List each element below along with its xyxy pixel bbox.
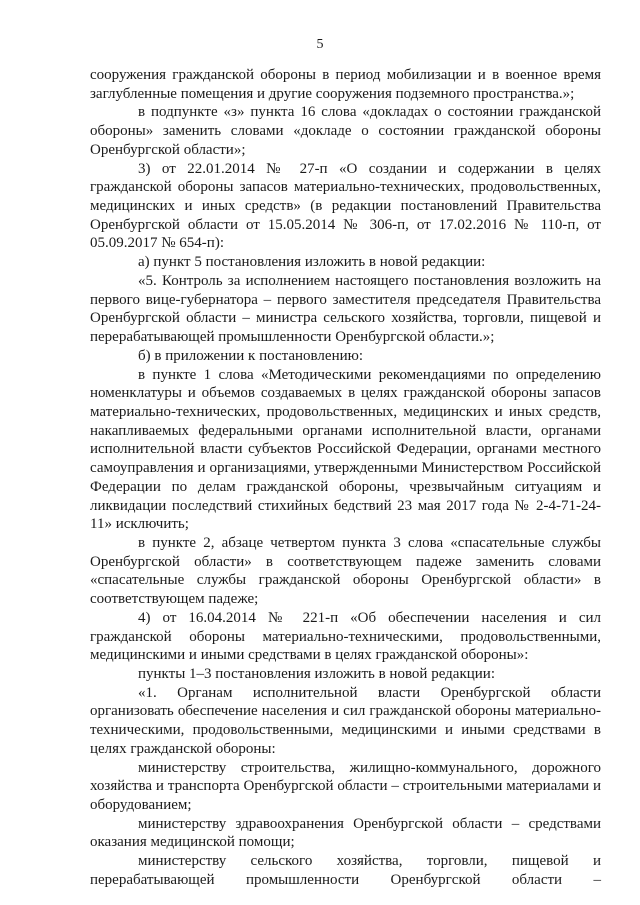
paragraph: «5. Контроль за исполнением настоящего постановления возложить на первого вице-губернатора – первого заместителя председателя Правительства Оренбургской области – министра сельского хозяйства, торговли, пищевой и перерабатывающей промышленности Оренбургской области.»; bbox=[90, 272, 601, 346]
paragraph: 3) от 22.01.2014 № 27-п «О создании и содержании в целях гражданской обороны запасов материально-технических, продовольственных, медицинских и иных средств» (в редакции постановлений Правительства Оренбургской области от 15.05.2014 № 306-п, от 17.02.2016 № 110-п, от 05.09.2017 № 654-п): bbox=[90, 160, 601, 252]
paragraph: в пункте 1 слова «Методическими рекомендациями по определению номенклатуры и объемов создаваемых в целях гражданской обороны запасов материально-технических, продовольственных, медицинских и иных средств, накапливаемых федеральными органами исполнительной власти, органами исполнительной власти субъектов Российской Федерации, органами местного самоуправления и организациями, утвержденными Министерством Российской Федерации по делам гражданской обороны, чрезвычайным ситуациям и ликвидации последствий стихийных бедствий 23 мая 2017 года № 2-4-71-24-11» исключить; bbox=[90, 366, 601, 533]
page-number: 5 bbox=[316, 37, 324, 52]
paragraph: б) в приложении к постановлению: bbox=[138, 347, 364, 364]
paragraph: в пункте 2, абзаце четвертом пункта 3 слова «спасательные службы Оренбургской области» в соответствующем падеже заменить словами «спасательные службы гражданской обороны Оренбургской области» в соответствующем падеже; bbox=[90, 534, 601, 608]
paragraph: «1. Органам исполнительной власти Оренбургской области организовать обеспечение населения и сил гражданской обороны материально-техническими, продовольственными, медицинскими и иными средствами в целях гражданской обороны: bbox=[90, 684, 601, 757]
paragraph: министерству строительства, жилищно-коммунального, дорожного хозяйства и транспорта Оренбургской области – строительными материалами и оборудованием; bbox=[90, 759, 601, 814]
paragraph: пункты 1–3 постановления изложить в новой редакции: bbox=[138, 666, 495, 682]
paragraph: в подпункте «з» пункта 16 слова «докладах о состоянии гражданской обороны» заменить словами «докладе о состоянии гражданской обороны Оренбургской области»; bbox=[90, 104, 601, 158]
paragraph: министерству сельского хозяйства, торговли, пищевой и перерабатывающей промышленности Оренбургской области – bbox=[90, 853, 601, 888]
paragraph: министерству здравоохранения Оренбургской области – средствами оказания медицинской помощи; bbox=[90, 815, 601, 851]
paragraph: 4) от 16.04.2014 № 221-п «Об обеспечении населения и сил гражданской обороны материально-техническими, продовольственными, медицинскими и иными средствами в целях гражданской обороны»: bbox=[90, 609, 601, 664]
document-body bbox=[90, 66, 601, 890]
paragraph: а) пункт 5 постановления изложить в новой редакции: bbox=[138, 254, 486, 271]
paragraph: сооружения гражданской обороны в период мобилизации и в военное время заглубленные помещения и другие сооружения подземного пространства.»; bbox=[90, 67, 601, 102]
